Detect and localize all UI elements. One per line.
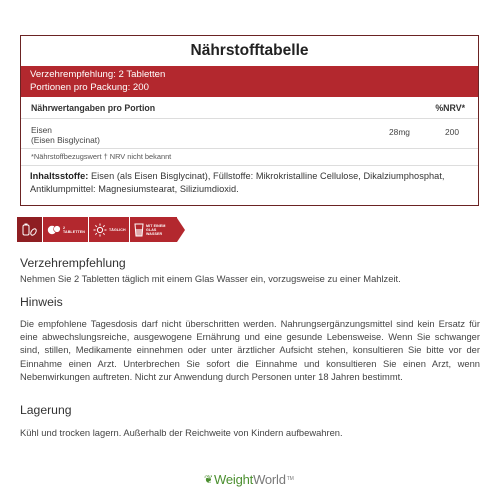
strip-label-tablets: 2 TABLETTEN — [63, 225, 85, 234]
nutrient-nrv: 200 — [445, 127, 459, 137]
usage-icon-strip — [17, 217, 185, 242]
nutrient-amount: 28mg — [389, 127, 410, 137]
weightworld-logo — [204, 470, 294, 488]
leaf-icon: ❦ — [204, 473, 214, 486]
table-header — [21, 97, 478, 119]
section-title-dosage: Verzehrempfehlung — [20, 256, 126, 270]
strip-label-water: MIT EINEM GLAS WASSER — [146, 223, 166, 236]
table-header-label: Nährwertangaben pro Portion — [31, 102, 156, 113]
table-row — [21, 119, 478, 149]
logo-tm: TM — [286, 476, 294, 482]
nutrient-sub: (Eisen Bisglycinat) — [31, 135, 100, 145]
nutrition-panel — [20, 35, 479, 206]
section-title-storage: Lagerung — [20, 403, 72, 417]
panel-title: Nährstofftabelle — [190, 42, 309, 59]
water-glass-icon — [134, 223, 144, 237]
ingredients-label: Inhaltsstoffe: — [30, 171, 89, 181]
section-text-notice: Die empfohlene Tagesdosis darf nicht überschritten werden. Nahrungsergänzungsmittel sind kein Ersatz für eine abwechslungsreiche, ausgewogene Ernährung und eine gesunde Lebensweise. Wenn Sie schwanger sind, stillen, Medikamente einnehmen oder unter ärztlicher Aufsicht stehen, konsultieren Sie bitte vor der Einnahme einen Arzt. Unterbrechen Sie sofort die Einnahme und konsultieren Sie einen Arzt, wenn Nebenwirkungen auftreten. Nicht zur Anwendung durch Personen unter 18 Jahren bestimmt. — [20, 319, 480, 382]
section-text-storage: Kühl und trocken lagern. Außerhalb der Reichweite von Kindern aufbewahren. — [20, 428, 343, 438]
section-title-notice: Hinweis — [20, 295, 63, 309]
strip-label-daily: TÄGLICH — [109, 227, 126, 232]
sun-icon — [93, 223, 107, 237]
strip-segment-daily — [89, 217, 130, 242]
serving-band — [21, 66, 478, 97]
strip-segment-tablets — [43, 217, 89, 242]
footnote: *Nährstoffbezugswert † NRV nicht bekannt — [21, 149, 478, 166]
section-text-dosage: Nehmen Sie 2 Tabletten täglich mit einem Glas Wasser ein, vorzugsweise zu einer Mahlzeit. — [20, 274, 401, 284]
ingredients — [21, 166, 478, 199]
tablets-icon — [47, 224, 61, 236]
capsule-bottle-icon — [17, 217, 43, 242]
ingredients-text: Eisen (als Eisen Bisglycinat), Füllstoffe: Mikrokristalline Cellulose, Dikalziumphosphat, Antiklumpmittel: Magnesiumstearat, Siliziumdioxid. — [30, 171, 445, 194]
nutrient-name: Eisen — [31, 125, 52, 135]
strip-segment-water — [130, 217, 177, 242]
table-header-nrv: %NRV* — [435, 102, 465, 113]
logo-part2: World — [253, 471, 286, 487]
logo-part1: Weight — [214, 471, 254, 487]
portions-line: Portionen pro Packung: 200 — [30, 82, 149, 93]
strip-arrow-tail — [177, 218, 185, 242]
serving-line: Verzehrempfehlung: 2 Tabletten — [30, 69, 166, 80]
